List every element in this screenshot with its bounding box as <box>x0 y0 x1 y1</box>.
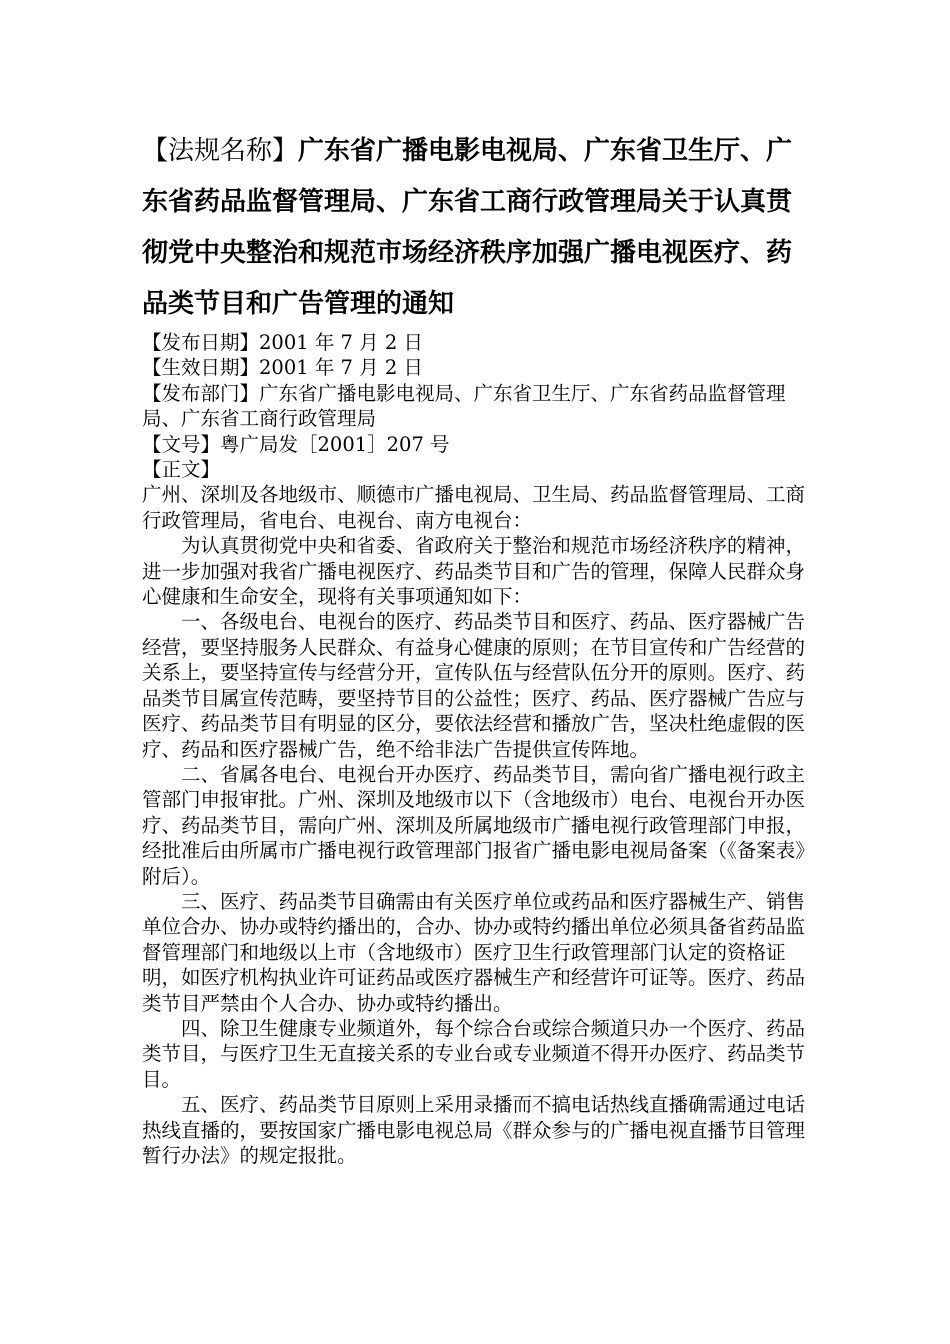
item-paragraph-3: 三、医疗、药品类节目确需由有关医疗单位或药品和医疗器械生产、销售单位合办、协办或特约播出的，合办、协办或特约播出单位必须具备省药品监督管理部门和地级以上市（含地级市）医疗卫生行政管理部门认定的资格证明，如医疗机构执业许可证药品或医疗器械生产和经营许可证等。医疗、药品类节目严禁由个人合办、协办或特约播出。 <box>142 889 806 1015</box>
department-value: 广东省广播电影电视局、广东省卫生厅、广东省药品监督管理局、广东省工商行政管理局 <box>142 381 786 431</box>
document-body <box>142 330 810 1168</box>
title-text: 广东省广播电影电视局、广东省卫生厅、广东省药品监督管理局、广东省工商行政管理局关于认真贯彻党中央整治和规范市场经济秩序加强广播电视医疗、药品类节目和广告管理的通知 <box>142 136 793 319</box>
item-paragraph-5: 五、医疗、药品类节目原则上采用录播而不搞电话热线直播确需通过电话热线直播的，要按国家广播电影电视总局《群众参与的广播电视直播节目管理暂行办法》的规定报批。 <box>142 1093 806 1167</box>
effective-date-line <box>142 355 810 380</box>
item-paragraph-2: 二、省属各电台、电视台开办医疗、药品类节目，需向省广播电视行政主管部门申报审批。广州、深圳及地级市以下（含地级市）电台、电视台开办医疗、药品类节目，需向广州、深圳及所属地级市广播电视行政管理部门申报，经批准后由所属市广播电视行政管理部门报省广播电影电视局备案（《备案表》附后）。 <box>142 762 806 888</box>
regulation-title <box>142 126 810 330</box>
item-paragraph-1: 一、各级电台、电视台的医疗、药品类节目和医疗、药品、医疗器械广告经营，要坚持服务人民群众、有益身心健康的原则；在节目宣传和广告经营的关系上，要坚持宣传与经营分开，宣传队伍与经营队伍分开的原则。医疗、药品类节目属宣传范畴，要坚持节目的公益性；医疗、药品、医疗器械广告应与医疗、药品类节目有明显的区分，要依法经营和播放广告，坚决杜绝虚假的医疗、药品和医疗器械广告，绝不给非法广告提供宣传阵地。 <box>142 610 806 761</box>
publish-date-line <box>142 330 810 355</box>
item-paragraph-4: 四、除卫生健康专业频道外，每个综合台或综合频道只办一个医疗、药品类节目，与医疗卫生无直接关系的专业台或专业频道不得开办医疗、药品类节目。 <box>142 1016 806 1091</box>
effective-date-value: 2001 年 7 月 2 日 <box>259 356 423 380</box>
body-label: 【正文】 <box>142 458 221 482</box>
doc-number-line <box>142 432 810 457</box>
title-label: 【法规名称】 <box>142 136 299 166</box>
doc-number-label: 【文号】 <box>142 432 221 456</box>
department-line <box>142 381 810 432</box>
document-page <box>142 126 810 1168</box>
doc-number-value: 粤广局发［2001］207 号 <box>220 432 450 456</box>
department-label: 【发布部门】 <box>142 381 260 405</box>
publish-date-label: 【发布日期】 <box>142 331 260 354</box>
addressee-paragraph: 广州、深圳及各地级市、顺德市广播电视局、卫生局、药品监督管理局、工商行政管理局，省电台、电视台、南方电视台： <box>142 483 806 532</box>
intro-paragraph: 为认真贯彻党中央和省委、省政府关于整治和规范市场经济秩序的精神，进一步加强对我省广播电视医疗、药品类节目和广告的管理，保障人民群众身心健康和生命安全，现将有关事项通知如下： <box>142 534 806 609</box>
publish-date-value: 2001 年 7 月 2 日 <box>259 331 423 354</box>
effective-date-label: 【生效日期】 <box>142 356 260 380</box>
body-label-line <box>142 457 810 482</box>
